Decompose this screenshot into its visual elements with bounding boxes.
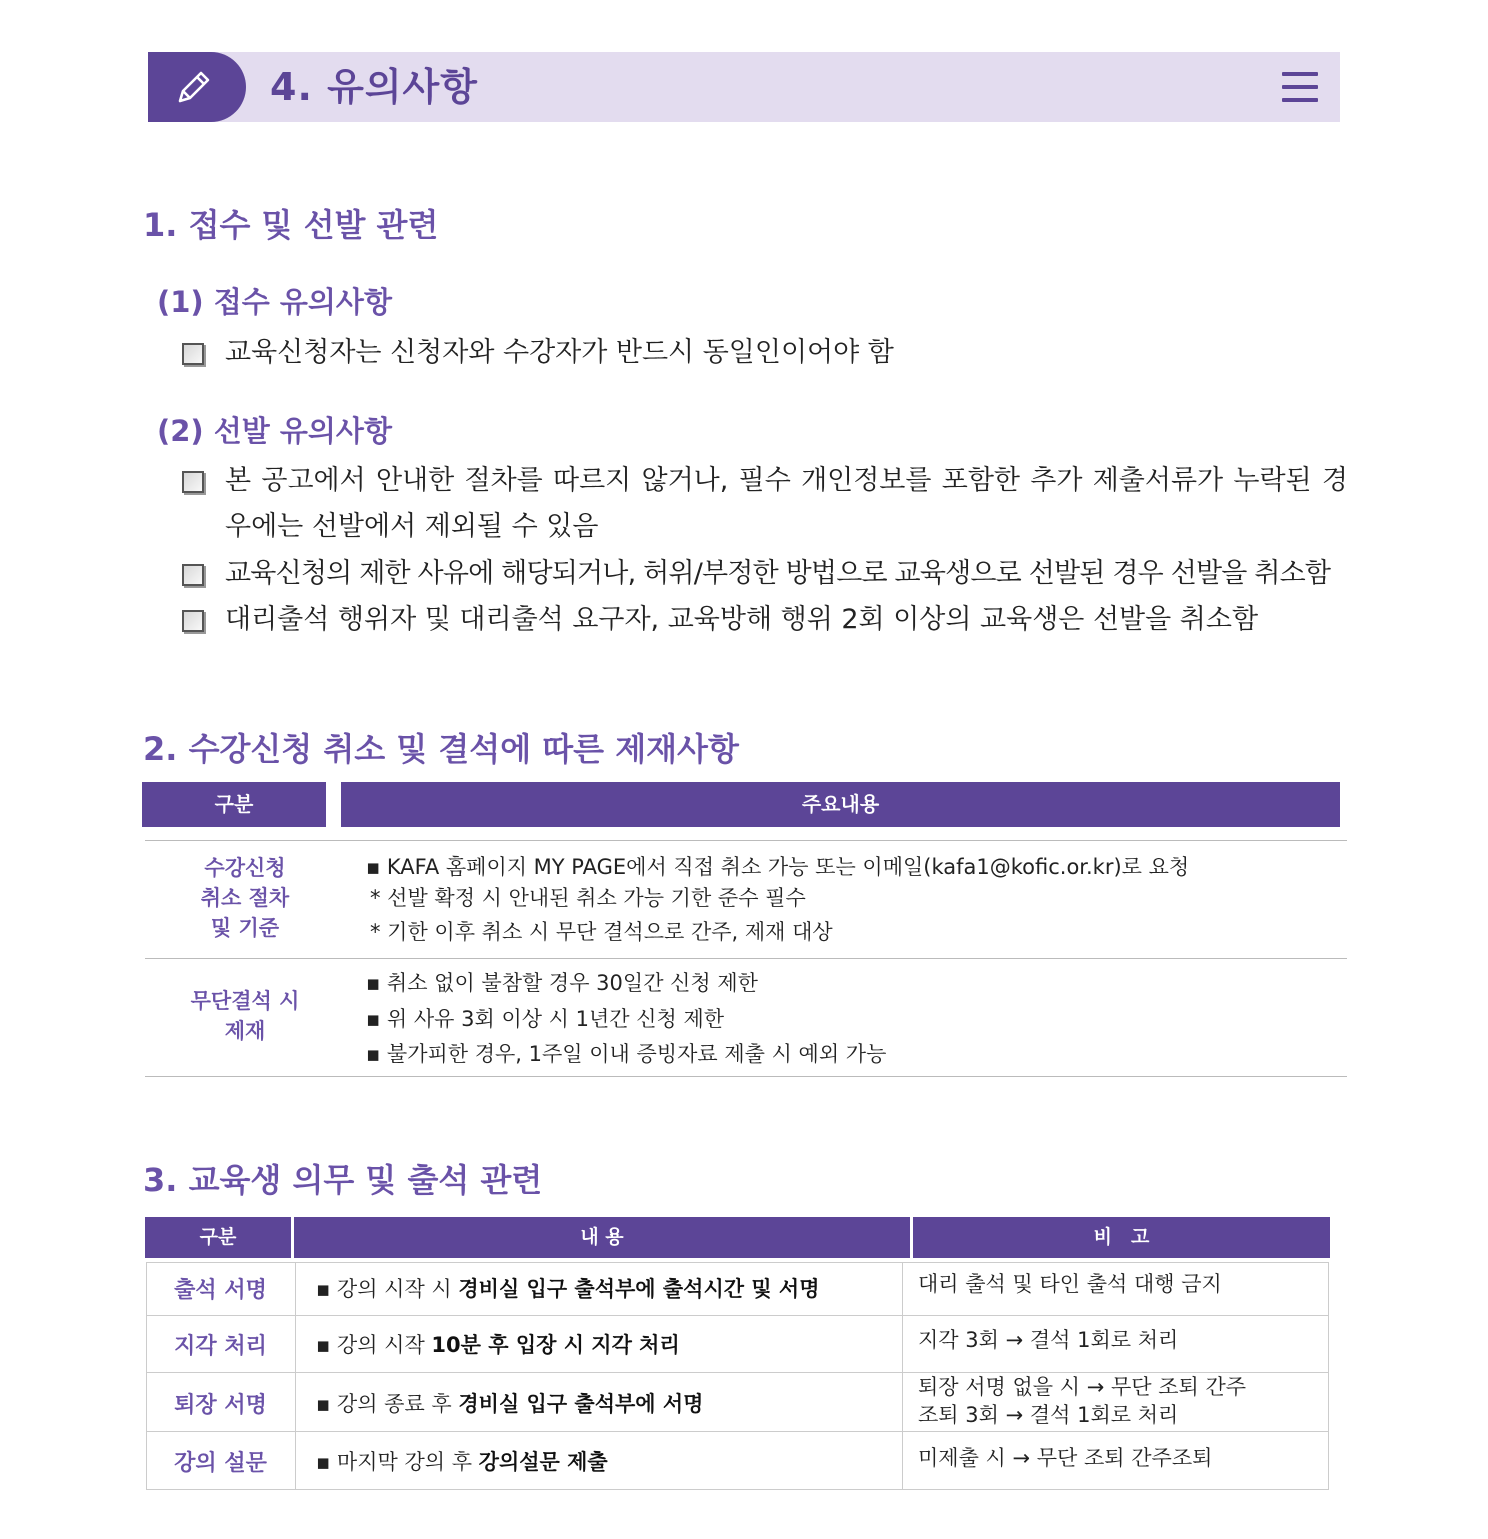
table-cell-line: ▪ 위 사유 3회 이상 시 1년간 신청 제한 [366, 1007, 725, 1031]
cell-text-plain: ▪ 강의 시작 [316, 1333, 432, 1357]
table-cell-text [316, 1446, 608, 1476]
table-cell-line: * 기한 이후 취소 시 무단 결석으로 간주, 제재 대상 [370, 920, 833, 944]
cell-text-plain: ▪ 마지막 강의 후 [316, 1450, 479, 1474]
cell-text-plain: ▪ 강의 시작 시 [316, 1277, 459, 1301]
table-row-label [160, 986, 330, 1046]
checkbox-bullet-icon [182, 343, 204, 365]
table-cell-note: 대리 출석 및 타인 출석 대행 금지 [918, 1272, 1222, 1296]
list-item-text: 교육신청의 제한 사유에 해당되거나, 허위/부정한 방법으로 교육생으로 선발된 경우 선발을 취소함 [225, 558, 1331, 589]
table-header-cell: 비 고 [913, 1217, 1330, 1258]
section1-sub1-title: (1) 접수 유의사항 [157, 285, 392, 319]
table-cell-note: 지각 3회 → 결석 1회로 처리 [918, 1328, 1179, 1352]
table-cell-line: ▪ 취소 없이 불참할 경우 30일간 신청 제한 [366, 971, 758, 995]
header-icon-pill [148, 52, 246, 122]
cell-text-bold: 10분 후 입장 시 지각 처리 [431, 1333, 680, 1357]
table-row-label: 지각 처리 [174, 1334, 267, 1359]
divider [145, 840, 1347, 841]
section1-sub2-title: (2) 선발 유의사항 [157, 414, 392, 448]
table-cell-line: * 선발 확정 시 안내된 취소 가능 기한 준수 필수 [370, 886, 806, 910]
divider [146, 1431, 1329, 1432]
table-cell-text [316, 1329, 680, 1359]
pencil-icon [174, 67, 214, 107]
table-header-cell: 주요내용 [341, 782, 1340, 827]
divider [295, 1262, 296, 1490]
menu-icon[interactable] [1282, 69, 1318, 105]
table-header-cell: 구분 [142, 782, 326, 827]
table-cell-note: 미제출 시 → 무단 조퇴 간주조퇴 [918, 1446, 1213, 1470]
table-cell-text [316, 1388, 703, 1418]
label-line: 제재 [224, 1019, 266, 1043]
cell-text-bold: 강의설문 제출 [478, 1450, 608, 1474]
list-item [182, 466, 1348, 556]
table-cell-note: 퇴장 서명 없을 시 → 무단 조퇴 간주 [918, 1375, 1247, 1399]
label-line: 및 기준 [210, 916, 280, 940]
list-item [182, 338, 1348, 378]
list-item [182, 605, 1348, 645]
list-item-text: 본 공고에서 안내한 절차를 따르지 않거나, 필수 개인정보를 포함한 추가 제출서류가 누락된 경우에는 선발에서 제외될 수 있음 [225, 465, 1348, 542]
table-cell-line: ▪ KAFA 홈페이지 MY PAGE에서 직접 취소 가능 또는 이메일(kafa1@kofic.or.kr)로 요청 [366, 855, 1190, 879]
list-item-text: 대리출석 행위자 및 대리출석 요구자, 교육방해 행위 2회 이상의 교육생은 선발을 취소함 [225, 604, 1259, 635]
label-line: 수강신청 [204, 856, 286, 880]
divider [902, 1262, 903, 1490]
cell-text-bold: 경비실 입구 출석부에 서명 [458, 1392, 704, 1416]
checkbox-bullet-icon [182, 471, 204, 493]
table-row-label [160, 853, 330, 943]
label-line: 취소 절차 [200, 886, 290, 910]
divider [146, 1315, 1329, 1316]
page-title: 4. 유의사항 [270, 65, 478, 109]
table-cell-note: 조퇴 3회 → 결석 1회로 처리 [918, 1403, 1179, 1427]
checkbox-bullet-icon [182, 610, 204, 632]
list-item [182, 559, 1348, 599]
label-line: 무단결석 시 [190, 989, 300, 1013]
section2-title: 2. 수강신청 취소 및 결석에 따른 제재사항 [143, 730, 739, 768]
divider [145, 1076, 1347, 1077]
table-cell-line: ▪ 불가피한 경우, 1주일 이내 증빙자료 제출 시 예외 가능 [366, 1042, 887, 1066]
table-header-cell: 구분 [145, 1217, 291, 1258]
cell-text-bold: 경비실 입구 출석부에 출석시간 및 서명 [458, 1277, 820, 1301]
table-row-label: 강의 설문 [174, 1451, 267, 1476]
section3-title: 3. 교육생 의무 및 출석 관련 [143, 1161, 543, 1199]
table-header-cell: 내 용 [294, 1217, 910, 1258]
table-cell-text [316, 1273, 820, 1303]
table-row-label: 출석 서명 [174, 1278, 267, 1303]
table-row-label: 퇴장 서명 [174, 1393, 267, 1418]
list-item-text: 교육신청자는 신청자와 수강자가 반드시 동일인이어야 함 [225, 337, 894, 368]
section1-title: 1. 접수 및 선발 관련 [143, 206, 439, 244]
checkbox-bullet-icon [182, 564, 204, 586]
section-header-bar [148, 52, 1340, 122]
divider [145, 958, 1347, 959]
cell-text-plain: ▪ 강의 종료 후 [316, 1392, 459, 1416]
